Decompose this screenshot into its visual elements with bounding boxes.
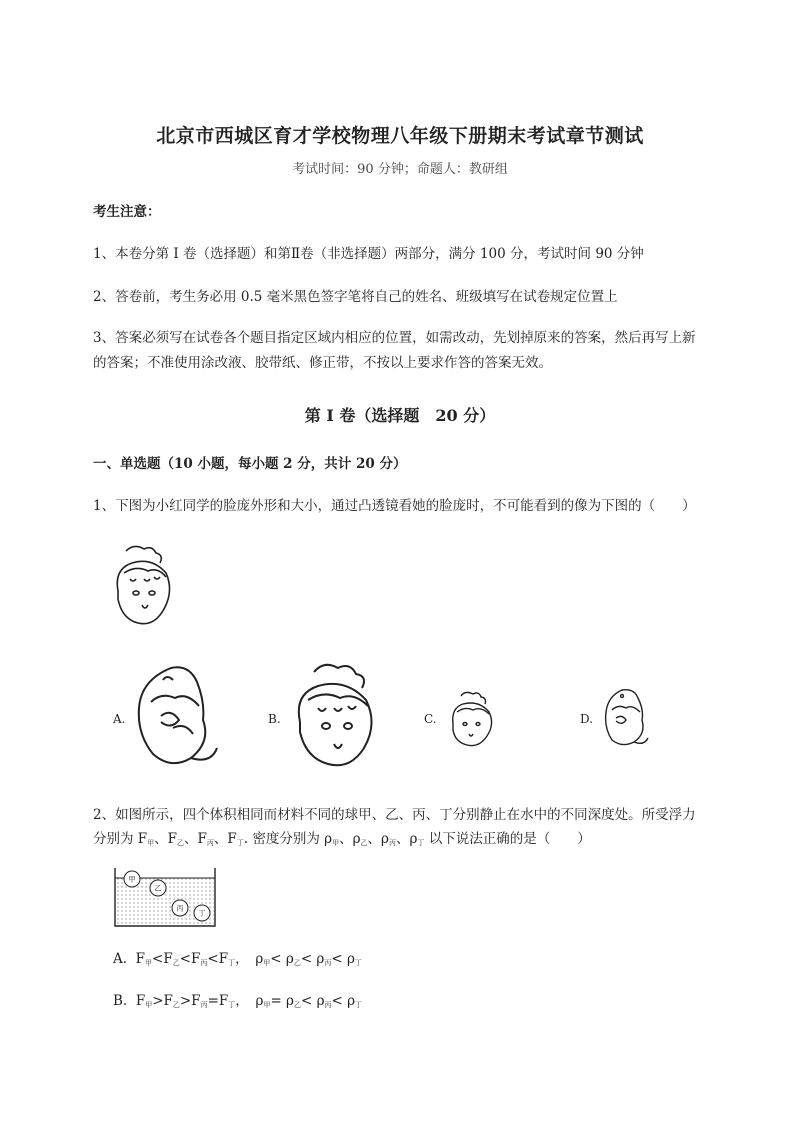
q1-option-b-label[interactable]: B. bbox=[268, 712, 281, 726]
ball-label-jia: 甲 bbox=[128, 875, 136, 884]
q1-option-b-figure[interactable] bbox=[290, 660, 385, 775]
q2-option-a[interactable]: A. $F_甲<F_乙<F_丙<F_丁$， $\rho_甲< \rho_乙< \rho_丙< \rho_丁$ bbox=[113, 951, 362, 967]
original-face-figure bbox=[108, 543, 180, 633]
q1-option-a-label[interactable]: A. bbox=[113, 712, 126, 726]
ball-label-ding: 丁 bbox=[198, 909, 206, 918]
notice-item-3-cont: 的答案；不准使用涂改液、胶带纸、修正带，不按以上要求作答的答案无效。 bbox=[93, 355, 552, 371]
q1-option-a-figure[interactable] bbox=[131, 662, 221, 774]
notice-heading: 考生注意： bbox=[93, 204, 161, 220]
q1-option-d-label[interactable]: D. bbox=[580, 712, 594, 726]
question-1-stem: 1、下图为小红同学的脸庞外形和大小，通过凸透镜看她的脸庞时，不可能看到的像为下图的（ ） bbox=[93, 498, 696, 514]
water-tank-figure bbox=[113, 866, 217, 928]
q2-option-b[interactable]: B. $F_甲>F_乙>F_丙=F_丁$， $\rho_甲= \rho_乙< \rho_丙< \rho_丁$ bbox=[113, 993, 363, 1009]
question-2-stem-line2: 分别为 $F_甲$、$F_乙$、$F_丙$、$F_丁$. 密度分别为 $\rho_甲$、$\rho_乙$、$\rho_丙$、$\rho_丁$ 以下说法正确的是（ ） bbox=[93, 831, 591, 847]
q1-option-d-figure[interactable] bbox=[600, 686, 650, 754]
q1-option-c-label[interactable]: C. bbox=[424, 712, 437, 726]
page-title: 北京市西城区育才学校物理八年级下册期末考试章节测试 bbox=[156, 125, 644, 147]
part-heading: 一、单选题（10 小题，每小题 2 分，共计 20 分） bbox=[93, 456, 407, 472]
ball-label-bing: 丙 bbox=[176, 904, 184, 913]
notice-item-2: 2、答卷前，考生务必用 0.5 毫米黑色签字笔将自己的姓名、班级填写在试卷规定位置上 bbox=[93, 289, 618, 305]
notice-item-3: 3、答案必须写在试卷各个题目指定区域内相应的位置，如需改动，先划掉原来的答案，然后再写上新 bbox=[93, 330, 696, 346]
question-2-stem-line1: 2、如图所示，四个体积相同而材料不同的球甲、乙、丙、丁分别静止在水中的不同深度处。所受浮力 bbox=[93, 807, 696, 823]
notice-item-1: 1、本卷分第 I 卷（选择题）和第Ⅱ卷（非选择题）两部分，满分 100 分，考试时间 90 分钟 bbox=[93, 246, 644, 262]
q1-option-c-figure[interactable] bbox=[447, 690, 497, 752]
section-title: 第 I 卷（选择题 20 分） bbox=[304, 406, 496, 425]
ball-label-yi: 乙 bbox=[154, 884, 162, 893]
exam-subtitle: 考试时间：90 分钟；命题人：教研组 bbox=[292, 162, 508, 177]
